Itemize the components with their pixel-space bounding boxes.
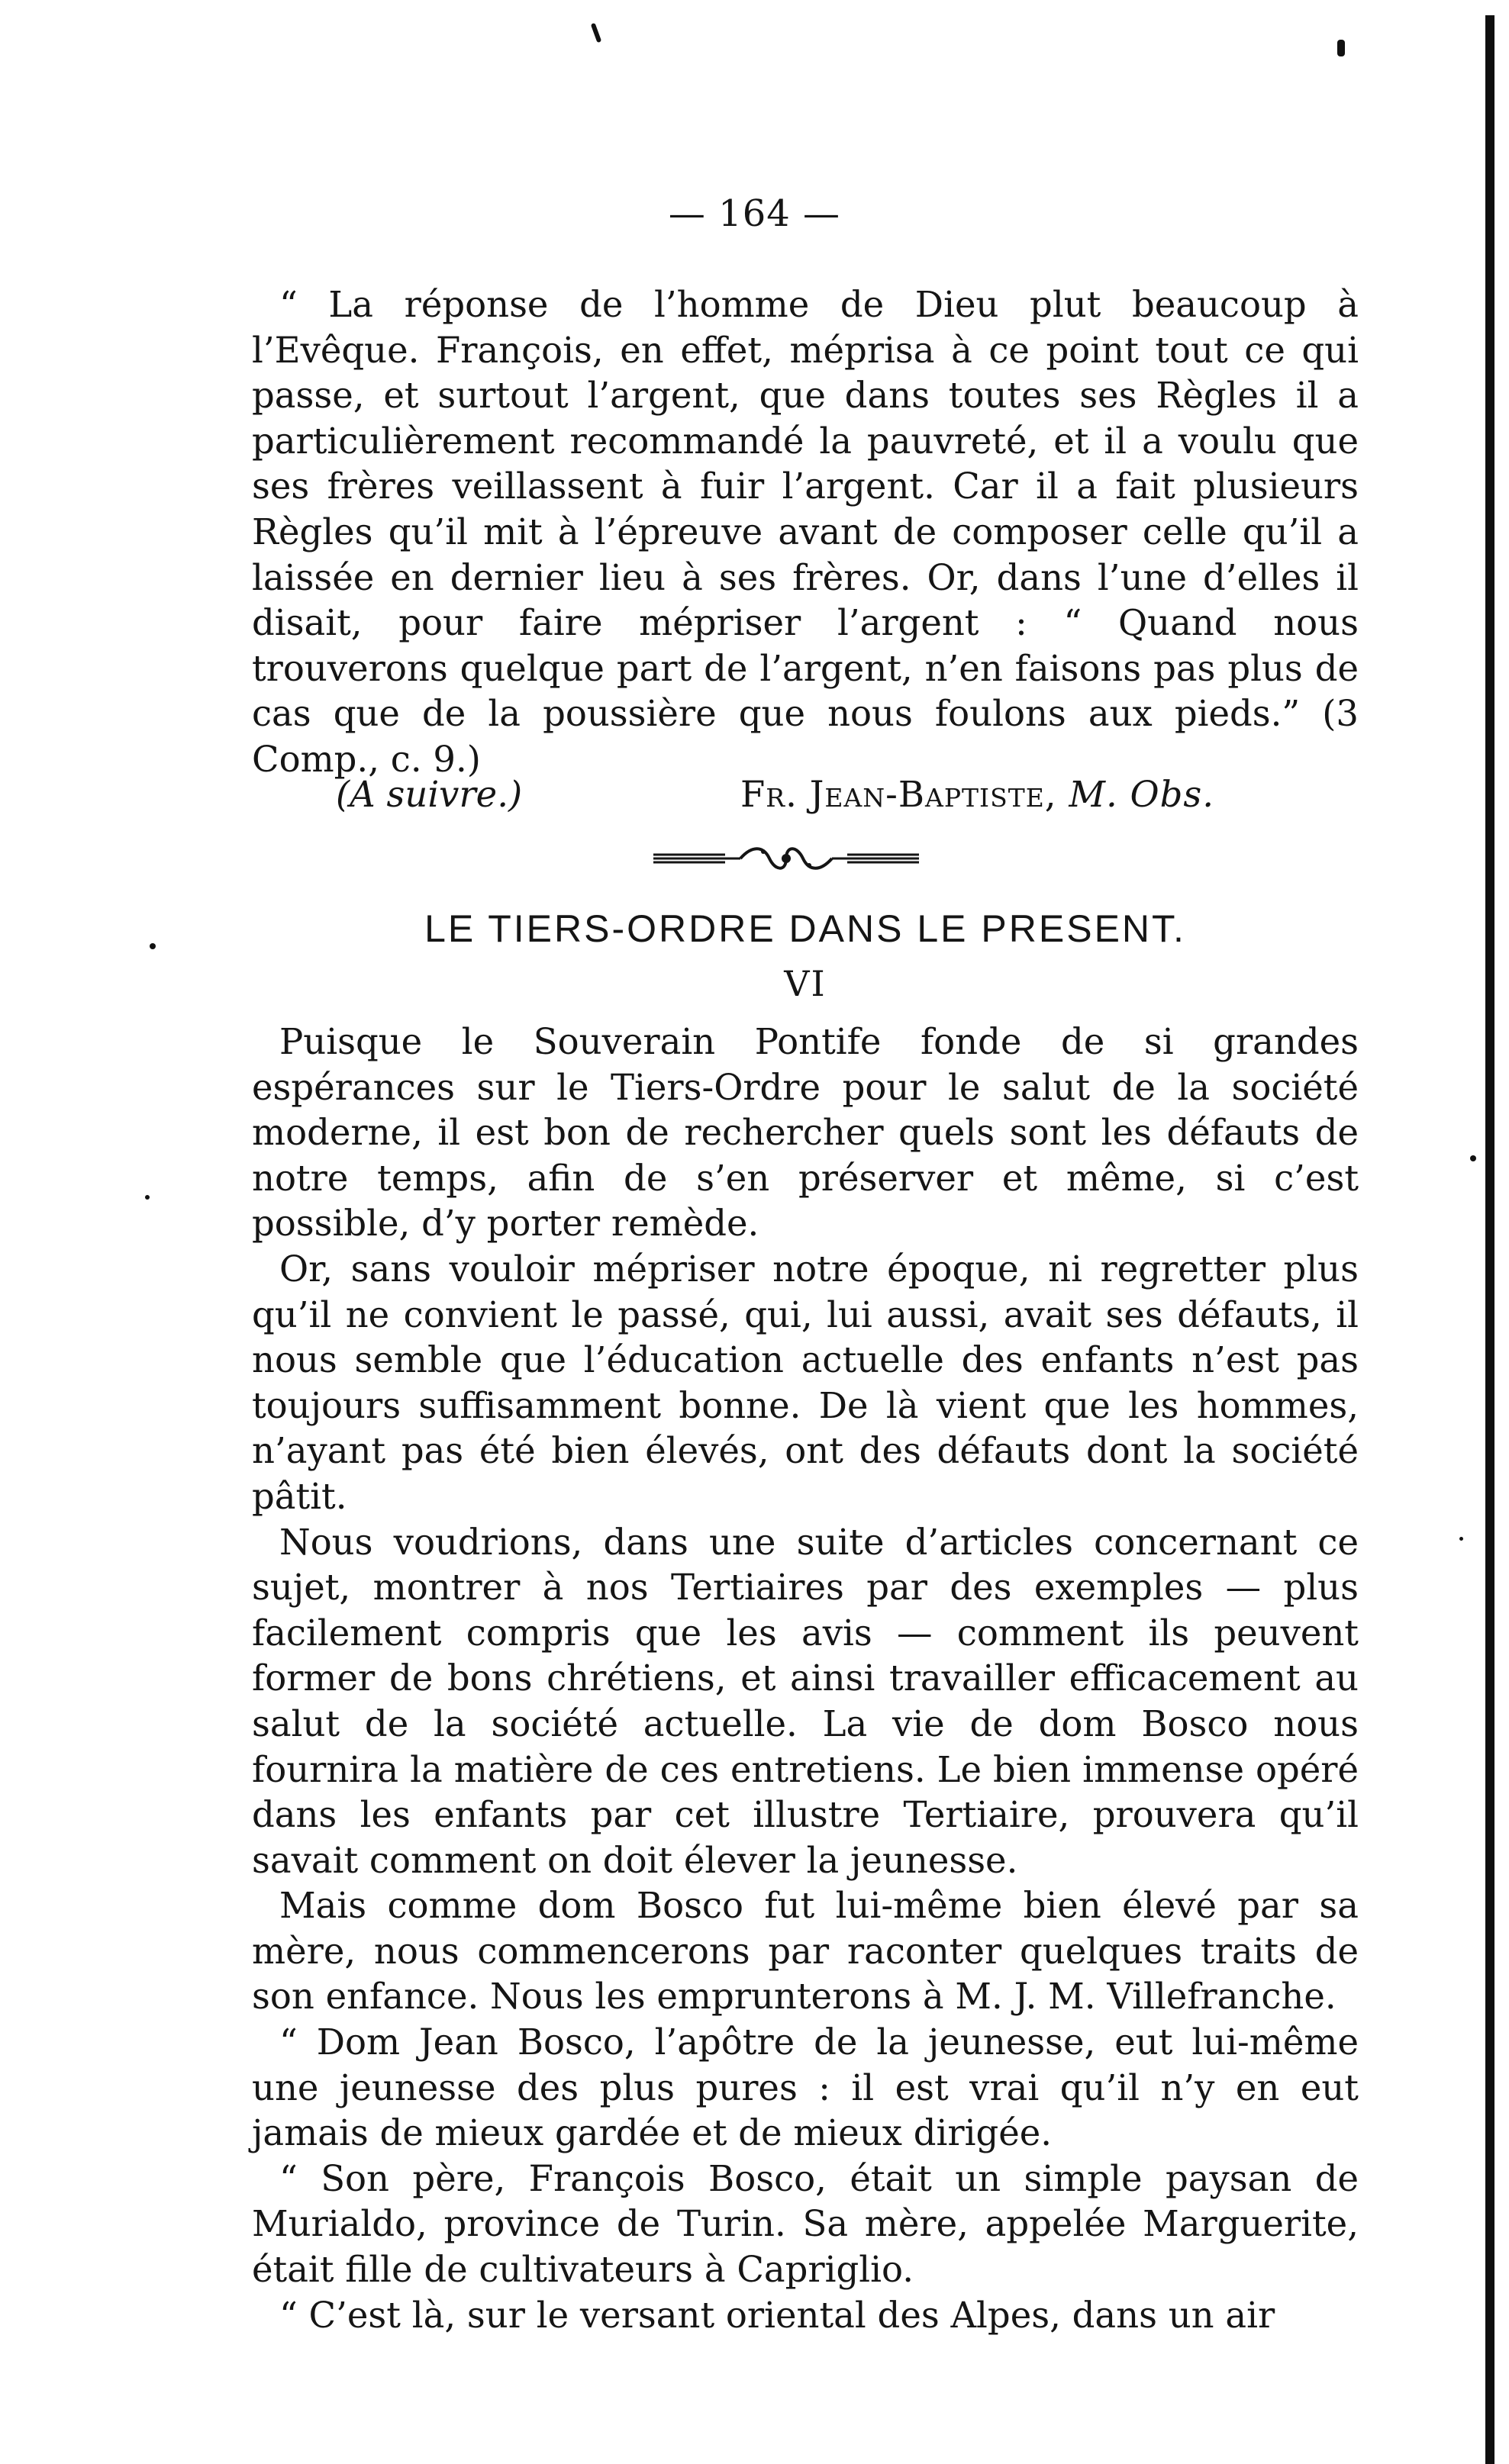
section-divider-ornament (649, 841, 924, 876)
ink-speck (1470, 1155, 1476, 1161)
ink-speck (150, 943, 156, 949)
ink-speck (1337, 40, 1345, 56)
to-be-continued: (A suivre.) (336, 774, 523, 815)
author-signature (740, 772, 1214, 818)
article-body (252, 1019, 1359, 2338)
section-number: VI (784, 963, 827, 1004)
paragraph: Puisque le Souverain Pontife fonde de si grandes espérances sur le Tiers-Ordre pour le salut de la société moderne, il est bon de rechercher quels sont les défauts de notre temps, afin de s’en préserver et même, si c’est possible, d’y porter remède. (252, 1021, 1359, 1245)
author-order: M. Obs. (1069, 774, 1215, 815)
paragraph: Mais comme dom Bosco fut lui-même bien élevé par sa mère, nous commencerons par raconter quelques traits de son enfance. Nous les emprunterons à M. J. M. Villefranche. (252, 1885, 1359, 2018)
paragraph: “ C’est là, sur le versant oriental des Alpes, dans un air (279, 2294, 1275, 2336)
section-title: LE TIERS-ORDRE DANS LE PRESENT. (424, 907, 1186, 950)
author-prefix: Fr. (740, 774, 798, 815)
page-number: — 164 — (668, 192, 841, 235)
ink-speck (145, 1195, 150, 1200)
quoted-passage (252, 282, 1359, 783)
page-edge-shadow (1485, 15, 1494, 2464)
paragraph: “ La réponse de l’homme de Dieu plut beaucoup à l’Evêque. François, en effet, méprisa à ce point tout ce qui passe, et surtout l’argent, que dans toutes ses Règles il a particulièrement recommandé la pauvreté, et il a voulu que ses frères veillassent à fuir l’argent. Car il a fait plusieurs Règles qu’il mit à l’épreuve avant de composer celle qu’il a laissée en dernier lieu à ses frères. Or, dans l’une d’elles il disait, pour faire mépriser l’argent : “ Quand nous trouverons quelque part de l’argent, n’en faisons pas plus de cas que de la poussière que nous foulons aux pieds.” (3 Comp., c. 9.) (252, 284, 1359, 780)
author-name: Jean-Baptiste, (809, 774, 1057, 815)
paragraph: “ Son père, François Bosco, était un simple paysan de Murialdo, province de Turin. Sa mère, appelée Marguerite, était fille de cultivateurs à Capriglio. (252, 2157, 1359, 2291)
ink-speck (1459, 1537, 1463, 1541)
paragraph: Nous voudrions, dans une suite d’articles concernant ce sujet, montrer à nos Tertiaires par des exemples — plus facilement compris que les avis — comment ils peuvent former de bons chrétiens, et ainsi travailler efficacement au salut de la société actuelle. La vie de dom Bosco nous fournira la matière de ces entretiens. Le bien immense opéré dans les enfants par cet illustre Tertiaire, prouvera qu’il savait comment on doit élever la jeunesse. (252, 1521, 1359, 1881)
paragraph: Or, sans vouloir mépriser notre époque, ni regretter plus qu’il ne convient le passé, qui, lui aussi, avait ses défauts, il nous semble que l’éducation actuelle des enfants n’est pas toujours suffisamment bonne. De là vient que les hommes, n’ayant pas été bien élevés, ont des défauts dont la société pâtit. (252, 1248, 1359, 1517)
paragraph: “ Dom Jean Bosco, l’apôtre de la jeunesse, eut lui-même une jeunesse des plus pures : il est vrai qu’il n’y en eut jamais de mieux gardée et de mieux dirigée. (252, 2021, 1359, 2154)
ink-speck (591, 23, 602, 43)
